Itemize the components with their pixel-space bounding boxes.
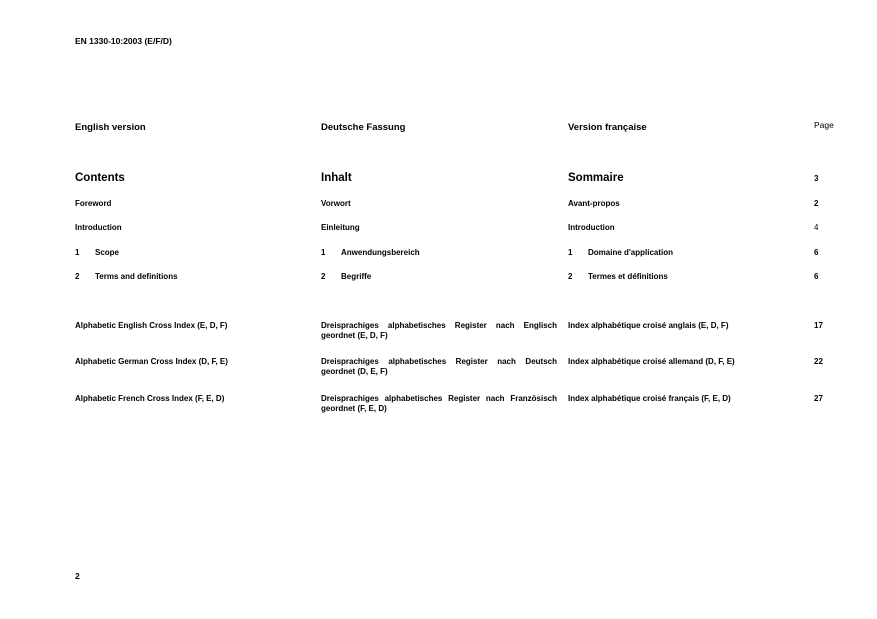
document-id: EN 1330-10:2003 (E/F/D): [75, 36, 172, 46]
section-number: 1: [75, 248, 80, 257]
toc-entry-label: Avant-propos: [568, 199, 620, 208]
toc-entry-label: Begriffe: [341, 272, 372, 281]
toc-entry-label: Index alphabétique croisé français (F, E, D): [568, 394, 731, 403]
column-header-french: Version française: [568, 122, 647, 133]
toc-entry-label: Introduction: [75, 223, 122, 232]
section-number: 1: [321, 248, 326, 257]
toc-entry-french[interactable]: [568, 248, 803, 258]
section-number: 2: [321, 272, 326, 281]
toc-entry-label: Scope: [95, 248, 120, 257]
toc-entry-english[interactable]: [75, 321, 245, 331]
toc-entry-english[interactable]: [75, 223, 305, 233]
title-german: Inhalt: [321, 172, 352, 184]
section-number: 2: [568, 272, 573, 281]
toc-entry-label: Index alphabétique croisé allemand (D, F, E): [568, 357, 735, 366]
toc-entry-english[interactable]: [75, 248, 305, 258]
toc-entry-label: Introduction: [568, 223, 615, 232]
title-french: Sommaire: [568, 172, 624, 184]
toc-entry-french[interactable]: [568, 321, 803, 331]
toc-entry-label: Vorwort: [321, 199, 351, 208]
toc-entry-label: Anwendungsbereich: [341, 248, 420, 257]
toc-entry-label: Dreisprachiges alphabetisches Register nach Französisch geordnet (F, E, D): [321, 394, 557, 413]
toc-entry-german[interactable]: [321, 223, 557, 233]
column-header-english: English version: [75, 122, 146, 133]
toc-entry-french[interactable]: [568, 394, 803, 404]
toc-entry-label: Alphabetic French Cross Index (F, E, D): [75, 394, 225, 403]
toc-entry-english[interactable]: [75, 272, 305, 282]
toc-entry-label: Domaine d'application: [588, 248, 674, 257]
toc-entry-german[interactable]: [321, 199, 557, 209]
toc-entry-label: Termes et définitions: [588, 272, 668, 281]
toc-entry-page: 22: [814, 357, 823, 366]
toc-entry-german[interactable]: [321, 357, 557, 377]
toc-entry-english[interactable]: [75, 357, 245, 367]
toc-entry-page: 17: [814, 321, 823, 330]
title-english: Contents: [75, 172, 125, 184]
toc-entry-page: 6: [814, 272, 819, 281]
column-header-german: Deutsche Fassung: [321, 122, 406, 133]
toc-entry-label: Einleitung: [321, 223, 360, 232]
page-number: 2: [75, 571, 80, 581]
toc-entry-label: Alphabetic English Cross Index (E, D, F): [75, 321, 228, 330]
toc-entry-page: 6: [814, 248, 819, 257]
column-header-page: Page: [814, 120, 834, 130]
title-page: 3: [814, 174, 819, 183]
toc-entry-english[interactable]: [75, 394, 245, 404]
toc-entry-label: Foreword: [75, 199, 112, 208]
section-number: 1: [568, 248, 573, 257]
toc-entry-german[interactable]: [321, 248, 557, 258]
toc-entry-french[interactable]: [568, 223, 803, 233]
section-number: 2: [75, 272, 80, 281]
toc-entry-page: 4: [814, 223, 819, 232]
toc-entry-german[interactable]: [321, 272, 557, 282]
toc-entry-english[interactable]: [75, 199, 305, 209]
toc-entry-label: Dreisprachiges alphabetisches Register nach Englisch geordnet (E, D, F): [321, 321, 557, 340]
toc-entry-page: 27: [814, 394, 823, 403]
toc-entry-label: Dreisprachiges alphabetisches Register nach Deutsch geordnet (D, E, F): [321, 357, 557, 376]
toc-entry-german[interactable]: [321, 321, 557, 341]
toc-entry-label: Terms and definitions: [95, 272, 178, 281]
toc-entry-german[interactable]: [321, 394, 557, 414]
toc-entry-french[interactable]: [568, 272, 803, 282]
toc-entry-page: 2: [814, 199, 819, 208]
toc-entry-french[interactable]: [568, 357, 803, 367]
toc-entry-label: Index alphabétique croisé anglais (E, D, F): [568, 321, 729, 330]
toc-entry-french[interactable]: [568, 199, 803, 209]
toc-entry-label: Alphabetic German Cross Index (D, F, E): [75, 357, 228, 366]
